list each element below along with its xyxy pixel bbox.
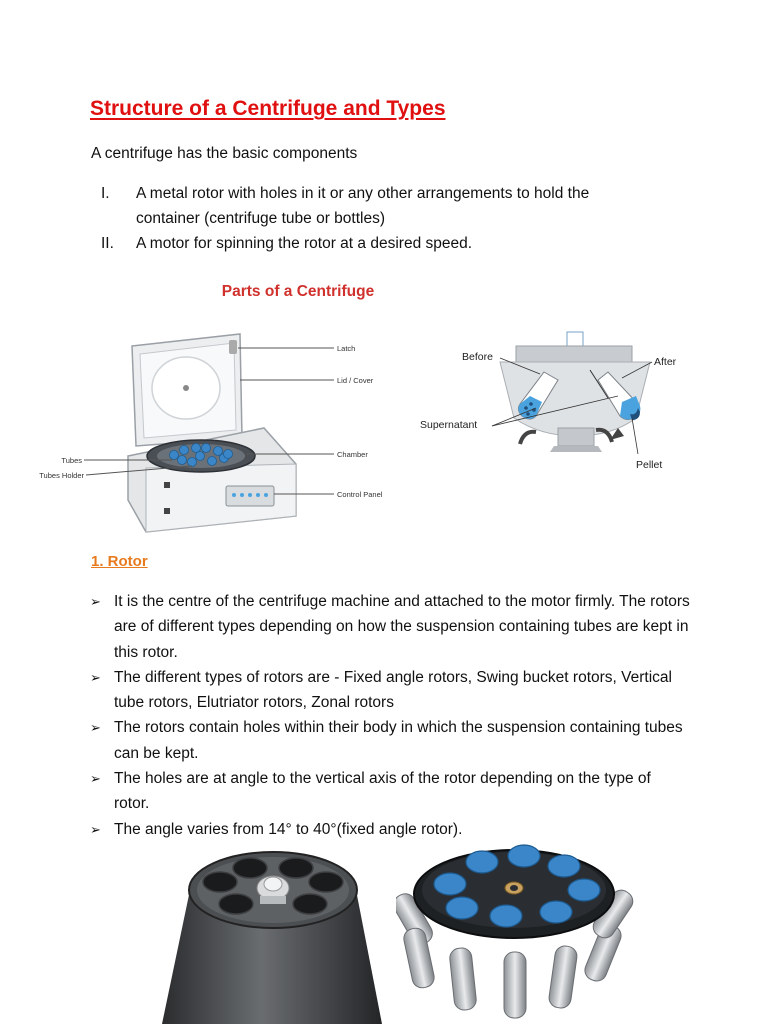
label-chamber: Chamber (337, 450, 368, 459)
label-supernatant: Supernatant (420, 419, 478, 431)
arrow-bullet-icon: ➢ (90, 720, 101, 736)
list-item-text: The angle varies from 14° to 40°(fixed angle rotor). (114, 820, 463, 838)
label-lid: Lid / Cover (337, 376, 374, 385)
list-item (90, 665, 690, 716)
list-item-text: It is the centre of the centrifuge machine and attached to the motor firmly. The rotors are of different types depending on how the suspension containing tubes are kept in this rotor. (114, 593, 690, 661)
label-latch: Latch (337, 344, 356, 353)
label-tubes-holder: Tubes Holder (39, 471, 84, 480)
rotor-action-diagram (412, 322, 712, 478)
rotor-base (558, 428, 594, 446)
rotor-center-hole (510, 885, 518, 891)
arrow-bullet-icon: ➢ (90, 594, 101, 609)
list-number: II. (101, 235, 114, 252)
list-item (90, 766, 690, 817)
rotor-with-tubes-image (396, 832, 634, 1024)
rotor-hub-base (260, 896, 286, 904)
front-mark (164, 508, 170, 514)
label-after: After (654, 356, 677, 368)
label-pellet: Pellet (636, 459, 663, 471)
fixed-angle-rotor-image (160, 838, 385, 1024)
label-tubes: Tubes (61, 456, 82, 465)
list-item-text: The different types of rotors are - Fixed angle rotors, Swing bucket rotors, Vertical tube rotors, Elutriator rotors, Zonal rotors (114, 668, 672, 712)
list-item (90, 181, 650, 231)
rotor-foot (550, 446, 602, 452)
list-item-text: The holes are at angle to the vertical axis of the rotor depending on the type of rotor. (114, 770, 651, 813)
rotation-arrow (520, 432, 536, 444)
list-item-text: A metal rotor with holes in it or any other arrangements to hold the container (centrifuge tube or bottles) (136, 185, 590, 227)
parts-of-centrifuge-figure (14, 268, 398, 554)
page-title: Structure of a Centrifuge and Types (90, 97, 446, 120)
lid-center (183, 385, 189, 391)
list-item-text: A motor for spinning the rotor at a desired speed. (136, 235, 473, 252)
rotor-points-list (90, 589, 690, 842)
rotor-shaft-top (567, 332, 583, 346)
arrow-bullet-icon: ➢ (90, 771, 101, 787)
section-heading-rotor: 1. Rotor (91, 553, 148, 570)
label-control-panel: Control Panel (337, 490, 383, 499)
latch-shape (229, 340, 237, 354)
list-number: I. (101, 185, 110, 202)
list-item (90, 231, 650, 256)
rotor-top (516, 346, 632, 362)
list-item (90, 715, 690, 766)
list-item-text: The rotors contain holes within their body in which the suspension containing tubes can be kept. (114, 719, 683, 762)
arrow-bullet-icon: ➢ (90, 821, 101, 837)
components-list (90, 181, 650, 256)
figure-title: Parts of a Centrifuge (221, 283, 375, 300)
front-mark (164, 482, 170, 488)
list-item (90, 589, 690, 665)
label-before: Before (462, 351, 493, 363)
arrow-bullet-icon: ➢ (90, 669, 101, 685)
rotor-hub-top (264, 877, 282, 891)
intro-text: A centrifuge has the basic components (91, 145, 358, 162)
